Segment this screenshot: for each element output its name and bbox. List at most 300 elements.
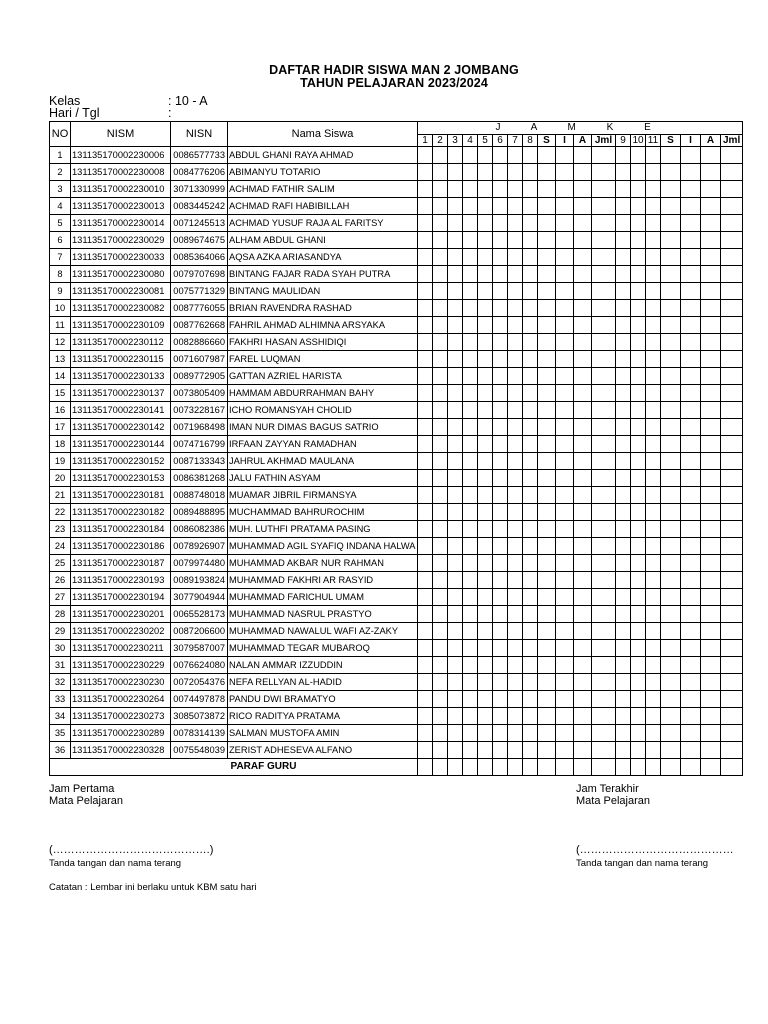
attendance-cell[interactable] (574, 317, 592, 334)
attendance-cell[interactable] (538, 521, 556, 538)
attendance-cell[interactable] (616, 436, 631, 453)
attendance-cell[interactable] (721, 249, 743, 266)
attendance-cell[interactable] (493, 674, 508, 691)
attendance-cell[interactable] (448, 283, 463, 300)
attendance-cell[interactable] (681, 215, 701, 232)
attendance-cell[interactable] (418, 334, 433, 351)
attendance-cell[interactable] (493, 623, 508, 640)
attendance-cell[interactable] (478, 708, 493, 725)
attendance-cell[interactable] (616, 351, 631, 368)
attendance-cell[interactable] (448, 589, 463, 606)
attendance-cell[interactable] (478, 725, 493, 742)
attendance-cell[interactable] (523, 504, 538, 521)
attendance-cell[interactable] (556, 317, 574, 334)
attendance-cell[interactable] (448, 640, 463, 657)
attendance-cell[interactable] (681, 249, 701, 266)
attendance-cell[interactable] (493, 181, 508, 198)
attendance-cell[interactable] (538, 164, 556, 181)
attendance-cell[interactable] (574, 181, 592, 198)
attendance-cell[interactable] (574, 232, 592, 249)
attendance-cell[interactable] (493, 453, 508, 470)
attendance-cell[interactable] (478, 181, 493, 198)
attendance-cell[interactable] (646, 419, 661, 436)
attendance-cell[interactable] (574, 742, 592, 759)
attendance-cell[interactable] (592, 470, 616, 487)
attendance-cell[interactable] (556, 453, 574, 470)
attendance-cell[interactable] (701, 708, 721, 725)
attendance-cell[interactable] (721, 555, 743, 572)
attendance-cell[interactable] (574, 640, 592, 657)
attendance-cell[interactable] (478, 351, 493, 368)
attendance-cell[interactable] (646, 147, 661, 164)
attendance-cell[interactable] (661, 470, 681, 487)
attendance-cell[interactable] (661, 538, 681, 555)
attendance-cell[interactable] (631, 317, 646, 334)
attendance-cell[interactable] (463, 436, 478, 453)
attendance-cell[interactable] (661, 640, 681, 657)
attendance-cell[interactable] (448, 453, 463, 470)
attendance-cell[interactable] (592, 674, 616, 691)
attendance-cell[interactable] (448, 147, 463, 164)
attendance-cell[interactable] (661, 300, 681, 317)
attendance-cell[interactable] (661, 572, 681, 589)
attendance-cell[interactable] (721, 334, 743, 351)
attendance-cell[interactable] (433, 147, 448, 164)
attendance-cell[interactable] (508, 266, 523, 283)
attendance-cell[interactable] (448, 623, 463, 640)
attendance-cell[interactable] (631, 334, 646, 351)
attendance-cell[interactable] (418, 232, 433, 249)
attendance-cell[interactable] (523, 317, 538, 334)
attendance-cell[interactable] (538, 606, 556, 623)
attendance-cell[interactable] (701, 232, 721, 249)
attendance-cell[interactable] (616, 589, 631, 606)
attendance-cell[interactable] (418, 385, 433, 402)
attendance-cell[interactable] (508, 589, 523, 606)
attendance-cell[interactable] (418, 657, 433, 674)
attendance-cell[interactable] (448, 725, 463, 742)
attendance-cell[interactable] (433, 419, 448, 436)
attendance-cell[interactable] (721, 521, 743, 538)
attendance-cell[interactable] (631, 725, 646, 742)
attendance-cell[interactable] (508, 555, 523, 572)
attendance-cell[interactable] (448, 606, 463, 623)
attendance-cell[interactable] (418, 266, 433, 283)
attendance-cell[interactable] (574, 147, 592, 164)
attendance-cell[interactable] (478, 164, 493, 181)
attendance-cell[interactable] (538, 572, 556, 589)
attendance-cell[interactable] (646, 317, 661, 334)
attendance-cell[interactable] (556, 487, 574, 504)
attendance-cell[interactable] (508, 640, 523, 657)
attendance-cell[interactable] (448, 402, 463, 419)
attendance-cell[interactable] (721, 419, 743, 436)
attendance-cell[interactable] (556, 589, 574, 606)
attendance-cell[interactable] (493, 470, 508, 487)
attendance-cell[interactable] (631, 538, 646, 555)
attendance-cell[interactable] (616, 606, 631, 623)
attendance-cell[interactable] (538, 385, 556, 402)
attendance-cell[interactable] (508, 487, 523, 504)
attendance-cell[interactable] (661, 385, 681, 402)
attendance-cell[interactable] (463, 198, 478, 215)
attendance-cell[interactable] (556, 266, 574, 283)
attendance-cell[interactable] (661, 691, 681, 708)
attendance-cell[interactable] (616, 538, 631, 555)
attendance-cell[interactable] (418, 249, 433, 266)
attendance-cell[interactable] (448, 436, 463, 453)
attendance-cell[interactable] (631, 181, 646, 198)
attendance-cell[interactable] (463, 351, 478, 368)
attendance-cell[interactable] (661, 232, 681, 249)
attendance-cell[interactable] (661, 266, 681, 283)
attendance-cell[interactable] (721, 504, 743, 521)
attendance-cell[interactable] (592, 164, 616, 181)
attendance-cell[interactable] (616, 266, 631, 283)
attendance-cell[interactable] (493, 334, 508, 351)
attendance-cell[interactable] (701, 385, 721, 402)
attendance-cell[interactable] (448, 181, 463, 198)
attendance-cell[interactable] (448, 300, 463, 317)
attendance-cell[interactable] (523, 147, 538, 164)
attendance-cell[interactable] (681, 538, 701, 555)
attendance-cell[interactable] (646, 708, 661, 725)
attendance-cell[interactable] (448, 504, 463, 521)
attendance-cell[interactable] (493, 521, 508, 538)
attendance-cell[interactable] (478, 742, 493, 759)
attendance-cell[interactable] (721, 623, 743, 640)
attendance-cell[interactable] (574, 266, 592, 283)
attendance-cell[interactable] (538, 436, 556, 453)
attendance-cell[interactable] (721, 283, 743, 300)
attendance-cell[interactable] (538, 708, 556, 725)
attendance-cell[interactable] (508, 691, 523, 708)
attendance-cell[interactable] (493, 385, 508, 402)
attendance-cell[interactable] (681, 147, 701, 164)
attendance-cell[interactable] (523, 606, 538, 623)
attendance-cell[interactable] (574, 419, 592, 436)
attendance-cell[interactable] (463, 164, 478, 181)
attendance-cell[interactable] (661, 521, 681, 538)
attendance-cell[interactable] (556, 538, 574, 555)
attendance-cell[interactable] (574, 538, 592, 555)
attendance-cell[interactable] (523, 300, 538, 317)
attendance-cell[interactable] (433, 232, 448, 249)
attendance-cell[interactable] (661, 164, 681, 181)
attendance-cell[interactable] (433, 623, 448, 640)
attendance-cell[interactable] (592, 538, 616, 555)
paraf-cell[interactable] (661, 759, 681, 776)
attendance-cell[interactable] (616, 470, 631, 487)
attendance-cell[interactable] (681, 368, 701, 385)
attendance-cell[interactable] (556, 419, 574, 436)
attendance-cell[interactable] (631, 215, 646, 232)
attendance-cell[interactable] (448, 368, 463, 385)
attendance-cell[interactable] (681, 385, 701, 402)
attendance-cell[interactable] (508, 181, 523, 198)
attendance-cell[interactable] (616, 385, 631, 402)
attendance-cell[interactable] (631, 232, 646, 249)
attendance-cell[interactable] (523, 674, 538, 691)
attendance-cell[interactable] (721, 589, 743, 606)
attendance-cell[interactable] (493, 708, 508, 725)
attendance-cell[interactable] (478, 657, 493, 674)
attendance-cell[interactable] (721, 674, 743, 691)
attendance-cell[interactable] (661, 504, 681, 521)
attendance-cell[interactable] (463, 606, 478, 623)
attendance-cell[interactable] (448, 232, 463, 249)
attendance-cell[interactable] (646, 181, 661, 198)
attendance-cell[interactable] (556, 164, 574, 181)
attendance-cell[interactable] (721, 708, 743, 725)
attendance-cell[interactable] (448, 572, 463, 589)
attendance-cell[interactable] (433, 164, 448, 181)
attendance-cell[interactable] (433, 742, 448, 759)
attendance-cell[interactable] (556, 657, 574, 674)
attendance-cell[interactable] (721, 266, 743, 283)
attendance-cell[interactable] (721, 164, 743, 181)
attendance-cell[interactable] (556, 232, 574, 249)
attendance-cell[interactable] (592, 215, 616, 232)
attendance-cell[interactable] (646, 334, 661, 351)
attendance-cell[interactable] (493, 691, 508, 708)
attendance-cell[interactable] (616, 487, 631, 504)
attendance-cell[interactable] (523, 181, 538, 198)
attendance-cell[interactable] (556, 283, 574, 300)
attendance-cell[interactable] (631, 470, 646, 487)
attendance-cell[interactable] (433, 657, 448, 674)
attendance-cell[interactable] (463, 572, 478, 589)
attendance-cell[interactable] (523, 623, 538, 640)
attendance-cell[interactable] (631, 147, 646, 164)
attendance-cell[interactable] (433, 538, 448, 555)
attendance-cell[interactable] (508, 725, 523, 742)
attendance-cell[interactable] (433, 674, 448, 691)
attendance-cell[interactable] (721, 453, 743, 470)
attendance-cell[interactable] (646, 198, 661, 215)
attendance-cell[interactable] (721, 317, 743, 334)
attendance-cell[interactable] (592, 317, 616, 334)
attendance-cell[interactable] (433, 572, 448, 589)
attendance-cell[interactable] (681, 640, 701, 657)
attendance-cell[interactable] (646, 538, 661, 555)
attendance-cell[interactable] (538, 742, 556, 759)
attendance-cell[interactable] (574, 368, 592, 385)
attendance-cell[interactable] (574, 657, 592, 674)
attendance-cell[interactable] (463, 657, 478, 674)
attendance-cell[interactable] (418, 691, 433, 708)
attendance-cell[interactable] (592, 249, 616, 266)
attendance-cell[interactable] (701, 623, 721, 640)
attendance-cell[interactable] (631, 419, 646, 436)
attendance-cell[interactable] (574, 283, 592, 300)
attendance-cell[interactable] (631, 674, 646, 691)
attendance-cell[interactable] (493, 657, 508, 674)
attendance-cell[interactable] (646, 640, 661, 657)
attendance-cell[interactable] (523, 691, 538, 708)
attendance-cell[interactable] (478, 215, 493, 232)
attendance-cell[interactable] (493, 436, 508, 453)
attendance-cell[interactable] (523, 572, 538, 589)
attendance-cell[interactable] (574, 555, 592, 572)
attendance-cell[interactable] (556, 147, 574, 164)
attendance-cell[interactable] (574, 215, 592, 232)
attendance-cell[interactable] (448, 487, 463, 504)
attendance-cell[interactable] (646, 283, 661, 300)
attendance-cell[interactable] (592, 725, 616, 742)
attendance-cell[interactable] (538, 725, 556, 742)
attendance-cell[interactable] (478, 538, 493, 555)
attendance-cell[interactable] (538, 249, 556, 266)
attendance-cell[interactable] (478, 232, 493, 249)
attendance-cell[interactable] (646, 232, 661, 249)
attendance-cell[interactable] (448, 742, 463, 759)
attendance-cell[interactable] (721, 351, 743, 368)
attendance-cell[interactable] (701, 317, 721, 334)
attendance-cell[interactable] (701, 555, 721, 572)
attendance-cell[interactable] (493, 725, 508, 742)
attendance-cell[interactable] (556, 504, 574, 521)
attendance-cell[interactable] (616, 657, 631, 674)
attendance-cell[interactable] (508, 504, 523, 521)
attendance-cell[interactable] (538, 657, 556, 674)
attendance-cell[interactable] (661, 215, 681, 232)
attendance-cell[interactable] (523, 266, 538, 283)
attendance-cell[interactable] (592, 402, 616, 419)
attendance-cell[interactable] (433, 691, 448, 708)
attendance-cell[interactable] (508, 436, 523, 453)
attendance-cell[interactable] (463, 555, 478, 572)
attendance-cell[interactable] (493, 589, 508, 606)
attendance-cell[interactable] (433, 317, 448, 334)
attendance-cell[interactable] (661, 147, 681, 164)
attendance-cell[interactable] (616, 640, 631, 657)
attendance-cell[interactable] (433, 470, 448, 487)
attendance-cell[interactable] (646, 657, 661, 674)
attendance-cell[interactable] (523, 351, 538, 368)
attendance-cell[interactable] (418, 181, 433, 198)
attendance-cell[interactable] (592, 606, 616, 623)
attendance-cell[interactable] (631, 436, 646, 453)
attendance-cell[interactable] (418, 470, 433, 487)
attendance-cell[interactable] (646, 674, 661, 691)
attendance-cell[interactable] (661, 606, 681, 623)
attendance-cell[interactable] (592, 640, 616, 657)
attendance-cell[interactable] (681, 691, 701, 708)
attendance-cell[interactable] (493, 572, 508, 589)
attendance-cell[interactable] (478, 504, 493, 521)
attendance-cell[interactable] (592, 283, 616, 300)
attendance-cell[interactable] (556, 368, 574, 385)
paraf-cell[interactable] (448, 759, 463, 776)
attendance-cell[interactable] (661, 725, 681, 742)
attendance-cell[interactable] (478, 555, 493, 572)
attendance-cell[interactable] (574, 589, 592, 606)
attendance-cell[interactable] (592, 555, 616, 572)
attendance-cell[interactable] (616, 691, 631, 708)
attendance-cell[interactable] (418, 589, 433, 606)
attendance-cell[interactable] (463, 674, 478, 691)
attendance-cell[interactable] (631, 198, 646, 215)
attendance-cell[interactable] (538, 266, 556, 283)
attendance-cell[interactable] (661, 623, 681, 640)
attendance-cell[interactable] (523, 470, 538, 487)
attendance-cell[interactable] (433, 453, 448, 470)
attendance-cell[interactable] (661, 453, 681, 470)
attendance-cell[interactable] (631, 504, 646, 521)
attendance-cell[interactable] (616, 283, 631, 300)
attendance-cell[interactable] (493, 164, 508, 181)
attendance-cell[interactable] (701, 283, 721, 300)
attendance-cell[interactable] (556, 215, 574, 232)
attendance-cell[interactable] (433, 198, 448, 215)
attendance-cell[interactable] (478, 300, 493, 317)
attendance-cell[interactable] (523, 521, 538, 538)
attendance-cell[interactable] (646, 164, 661, 181)
attendance-cell[interactable] (508, 232, 523, 249)
attendance-cell[interactable] (721, 470, 743, 487)
attendance-cell[interactable] (574, 198, 592, 215)
attendance-cell[interactable] (418, 555, 433, 572)
attendance-cell[interactable] (592, 368, 616, 385)
attendance-cell[interactable] (523, 334, 538, 351)
attendance-cell[interactable] (508, 198, 523, 215)
attendance-cell[interactable] (661, 351, 681, 368)
attendance-cell[interactable] (418, 572, 433, 589)
attendance-cell[interactable] (701, 487, 721, 504)
attendance-cell[interactable] (616, 504, 631, 521)
attendance-cell[interactable] (556, 674, 574, 691)
attendance-cell[interactable] (463, 419, 478, 436)
attendance-cell[interactable] (463, 623, 478, 640)
attendance-cell[interactable] (433, 504, 448, 521)
attendance-cell[interactable] (433, 606, 448, 623)
attendance-cell[interactable] (681, 606, 701, 623)
attendance-cell[interactable] (418, 419, 433, 436)
attendance-cell[interactable] (523, 589, 538, 606)
attendance-cell[interactable] (701, 419, 721, 436)
attendance-cell[interactable] (493, 198, 508, 215)
attendance-cell[interactable] (646, 725, 661, 742)
paraf-cell[interactable] (433, 759, 448, 776)
attendance-cell[interactable] (508, 419, 523, 436)
attendance-cell[interactable] (592, 589, 616, 606)
attendance-cell[interactable] (418, 300, 433, 317)
attendance-cell[interactable] (616, 147, 631, 164)
attendance-cell[interactable] (463, 521, 478, 538)
attendance-cell[interactable] (556, 385, 574, 402)
attendance-cell[interactable] (493, 232, 508, 249)
attendance-cell[interactable] (556, 351, 574, 368)
attendance-cell[interactable] (418, 623, 433, 640)
attendance-cell[interactable] (418, 742, 433, 759)
attendance-cell[interactable] (574, 470, 592, 487)
attendance-cell[interactable] (418, 504, 433, 521)
attendance-cell[interactable] (701, 725, 721, 742)
attendance-cell[interactable] (681, 334, 701, 351)
attendance-cell[interactable] (508, 402, 523, 419)
attendance-cell[interactable] (701, 606, 721, 623)
attendance-cell[interactable] (721, 606, 743, 623)
paraf-cell[interactable] (631, 759, 646, 776)
attendance-cell[interactable] (574, 572, 592, 589)
attendance-cell[interactable] (433, 181, 448, 198)
attendance-cell[interactable] (701, 504, 721, 521)
attendance-cell[interactable] (556, 691, 574, 708)
attendance-cell[interactable] (538, 368, 556, 385)
attendance-cell[interactable] (463, 181, 478, 198)
attendance-cell[interactable] (681, 283, 701, 300)
